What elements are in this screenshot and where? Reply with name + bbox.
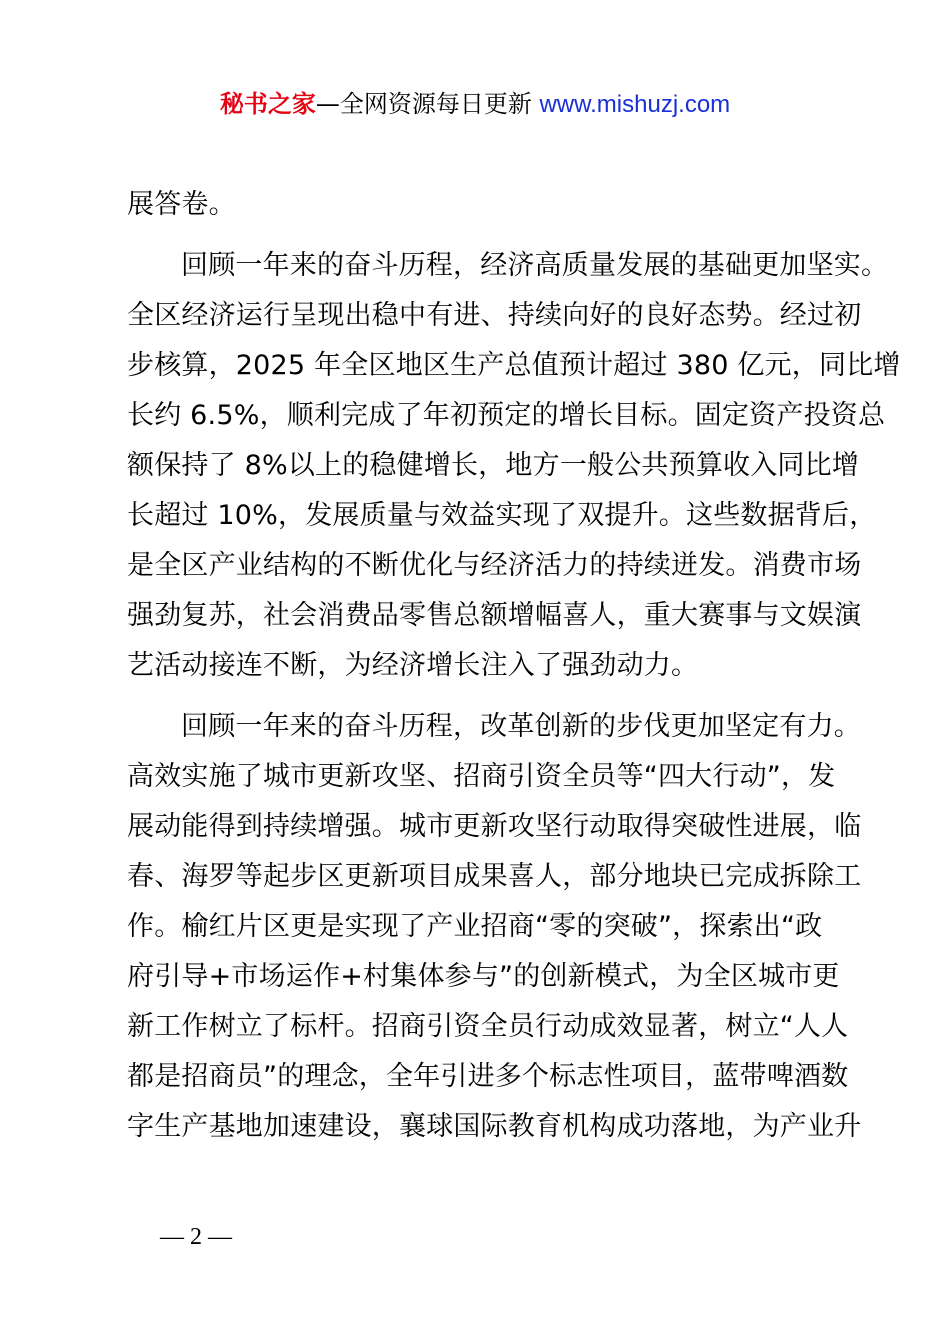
text-line: 强劲复苏，社会消费品零售总额增幅喜人，重大赛事与文娱演 — [127, 600, 862, 631]
text-line: 是全区产业结构的不断优化与经济活力的持续迸发。消费市场 — [127, 550, 862, 581]
text-line: 额保持了 8%以上的稳健增长，地方一般公共预算收入同比增 — [127, 450, 860, 481]
text-line: 字生产基地加速建设，襄球国际教育机构成功落地，为产业升 — [127, 1111, 862, 1142]
banner-tagline: —全网资源每日更新 — [315, 90, 540, 118]
site-banner — [0, 86, 950, 123]
site-url-link[interactable]: www.mishuzj.com — [539, 91, 731, 118]
paragraph-first-line: 回顾一年来的奋斗历程，经济高质量发展的基础更加坚实。 — [181, 250, 889, 281]
text-line: 步核算，2025 年全区地区生产总值预计超过 380 亿元，同比增 — [127, 350, 901, 381]
text-line: 高效实施了城市更新攻坚、招商引资全员等“四大行动”，发 — [127, 761, 836, 792]
paragraph-gap — [127, 230, 837, 241]
text-line: 展动能得到持续增强。城市更新攻坚行动取得突破性进展，临 — [127, 811, 862, 842]
text-line: 春、海罗等起步区更新项目成果喜人，部分地块已完成拆除工 — [127, 861, 862, 892]
text-line: 府引导+市场运作+村集体参与”的创新模式，为全区城市更 — [127, 961, 840, 992]
brand-name: 秘书之家 — [219, 90, 316, 118]
text-line: 展答卷。 — [127, 189, 236, 220]
paragraph-gap — [127, 691, 837, 702]
text-line: 长约 6.5%，顺利完成了年初预定的增长目标。固定资产投资总 — [127, 400, 886, 431]
text-line: 全区经济运行呈现出稳中有进、持续向好的良好态势。经过初 — [127, 300, 862, 331]
document-body — [127, 180, 901, 1152]
text-line: 艺活动接连不断，为经济增长注入了强劲动力。 — [127, 650, 699, 681]
text-line: 作。榆红片区更是实现了产业招商“零的突破”，探索出“政 — [127, 911, 823, 942]
text-line: 都是招商员”的理念，全年引进多个标志性项目，蓝带啤酒数 — [127, 1061, 849, 1092]
text-line: 长超过 10%，发展质量与效益实现了双提升。这些数据背后， — [127, 500, 877, 531]
page-number: — 2 — — [160, 1224, 232, 1250]
text-line: 新工作树立了标杆。招商引资全员行动成效显著，树立“人人 — [127, 1011, 849, 1042]
paragraph-first-line: 回顾一年来的奋斗历程，改革创新的步伐更加坚定有力。 — [181, 711, 861, 742]
